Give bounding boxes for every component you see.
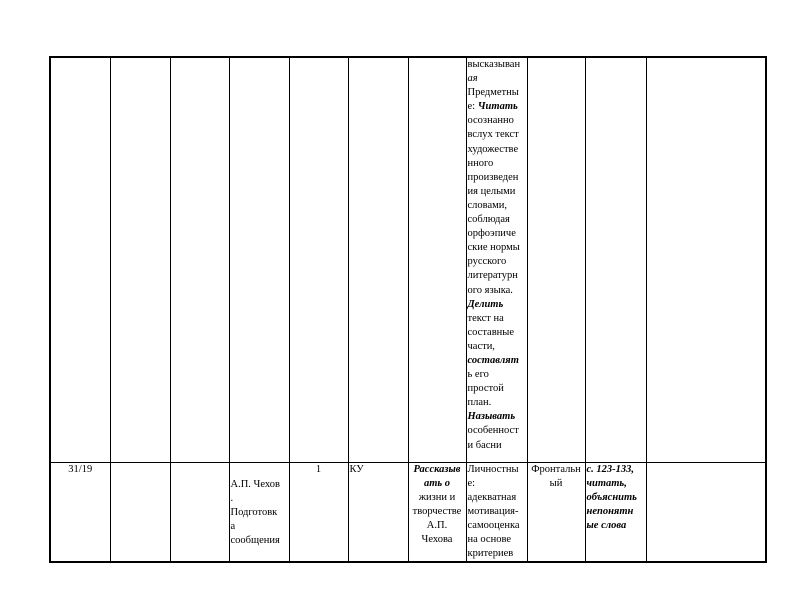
results-line: высказыван [467, 59, 521, 70]
cell-lesson-type [348, 57, 408, 462]
results-line: произведен [467, 171, 519, 183]
topic-line: а [230, 520, 236, 532]
cell-date-fact [170, 462, 229, 562]
activity-line [410, 477, 465, 491]
cell-date-plan [110, 57, 170, 462]
results-line: план. [467, 397, 492, 409]
cell-notes [646, 462, 766, 562]
results-line: нного [467, 157, 494, 169]
results-line: текст на [467, 312, 504, 324]
results-line: Личностны [467, 463, 519, 475]
table-row-lesson [50, 462, 766, 562]
results-line [468, 100, 526, 114]
results-line: соблюдая [467, 214, 510, 226]
cell-form [527, 57, 585, 462]
homework-line: читать, [586, 477, 627, 489]
form-line: ый [549, 477, 563, 489]
results-line: Называть [467, 411, 516, 423]
table-row-continuation [50, 57, 766, 462]
cell-topic [229, 462, 289, 562]
cell-topic [229, 57, 289, 462]
results-line: части, [467, 340, 495, 352]
results-line: ого языка. [467, 284, 513, 296]
cell-hours [289, 57, 348, 462]
results-line: словами, [467, 199, 508, 211]
lesson-number: 31/19 [68, 463, 93, 475]
results-line: ские нормы [467, 242, 520, 254]
activity-line: Рассказыв [413, 463, 461, 475]
results-line: Предметны [467, 87, 519, 99]
topic-line: Подготовк [230, 506, 278, 518]
results-line: ия целыми [467, 185, 516, 197]
homework-line: непонятн [586, 505, 634, 517]
cell-activity [408, 462, 466, 562]
cell-activity [408, 57, 466, 462]
results-line: критериев [467, 548, 514, 560]
results-line: ая [467, 73, 478, 85]
lesson-plan-table [49, 56, 767, 563]
cell-date-fact [170, 57, 229, 462]
results-line: мотивация- [467, 505, 519, 517]
activity-keyword: ать о [423, 477, 451, 489]
topic-line: сообщения [230, 534, 280, 546]
cell-homework [585, 57, 646, 462]
results-line: простой [467, 383, 504, 395]
topic-line: А.П. Чехов [230, 478, 280, 490]
cell-results [466, 57, 527, 462]
cell-lesson-type [348, 462, 408, 562]
lesson-hours: 1 [315, 463, 322, 475]
results-line: самооценка [467, 519, 520, 531]
activity-line: Чехова [421, 533, 453, 545]
results-line: ь его [467, 369, 489, 381]
homework-line: ые слова [586, 519, 627, 531]
results-line: осознанно [467, 115, 514, 127]
results-keyword: Читать [477, 101, 518, 113]
lesson-type: КУ [349, 463, 364, 475]
results-line: особенност [467, 425, 519, 437]
results-line: на основе [467, 533, 512, 545]
results-line: составлят [467, 354, 519, 366]
results-line: вслух текст [467, 129, 519, 141]
cell-date-plan [110, 462, 170, 562]
activity-line: жизни и [418, 491, 456, 503]
cell-hours [289, 462, 348, 562]
cell-form [527, 462, 585, 562]
topic-line: . [230, 492, 234, 504]
results-line: е: [467, 477, 476, 489]
results-line: адекватная [467, 491, 517, 503]
results-line: русского [467, 256, 507, 268]
homework-line: объяснить [586, 491, 637, 503]
cell-notes [646, 57, 766, 462]
cell-results [466, 462, 527, 562]
cell-number [50, 462, 110, 562]
results-line: и басни [467, 439, 502, 451]
results-prefix: е: [467, 101, 478, 113]
cell-number [50, 57, 110, 462]
form-line: Фронтальн [531, 463, 581, 475]
cell-homework [585, 462, 646, 562]
results-line: составные [467, 326, 515, 338]
results-line: литературн [467, 270, 518, 282]
results-line: Делить [467, 298, 504, 310]
results-line: орфоэпиче [467, 228, 516, 240]
results-line: художестве [467, 143, 519, 155]
activity-line: А.П. [426, 519, 448, 531]
homework-line: с. 123-133, [586, 463, 635, 475]
activity-line: творчестве [412, 505, 462, 517]
